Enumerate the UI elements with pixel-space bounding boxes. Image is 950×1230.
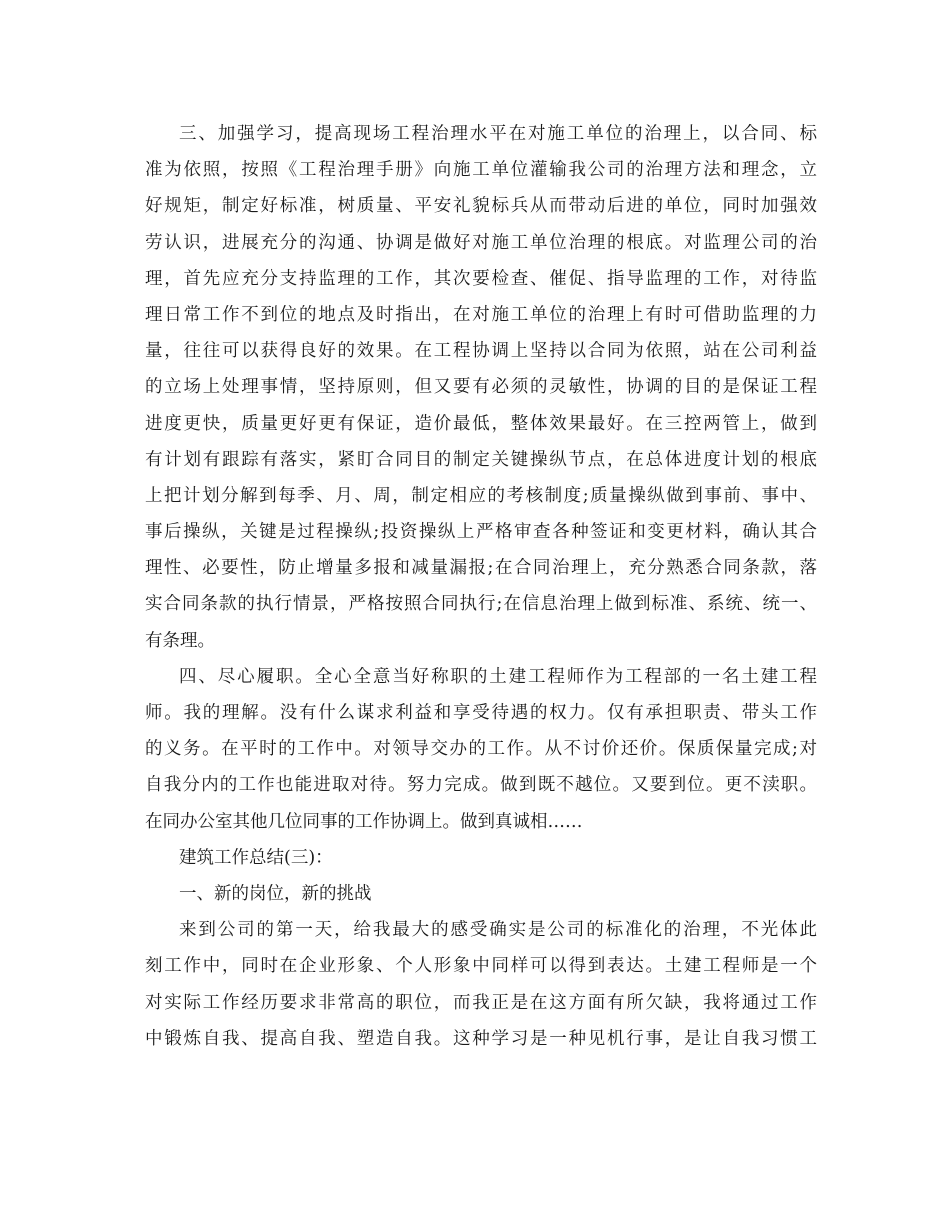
text-line: 理日常工作不到位的地点及时指出，在对施工单位的治理上有时可借助监理的力	[145, 304, 817, 325]
text-line: 刻工作中，同时在企业形象、个人形象中同样可以得到表达。土建工程师是一个	[145, 956, 817, 977]
paragraph-strengthen-learning	[145, 116, 817, 659]
text-line: 自我分内的工作也能进取对待。努力完成。做到既不越位。又要到位。更不渎职。	[145, 775, 817, 796]
text-line: 来到公司的第一天，给我最大的感受确实是公司的标准化的治理，不光体此	[179, 920, 817, 941]
text-line: 量，往往可以获得良好的效果。在工程协调上坚持以合同为依照，站在公司利益	[145, 341, 817, 362]
text-line: 劳认识，进展充分的沟通、协调是做好对施工单位治理的根底。对监理公司的治	[145, 232, 817, 253]
text-line: 理，首先应充分支持监理的工作，其次要检查、催促、指导监理的工作，对待监	[145, 268, 817, 289]
body-text	[145, 116, 817, 1057]
text-line: 的立场上处理事情，坚持原则，但又要有必须的灵敏性，协调的目的是保证工程	[145, 377, 817, 398]
text-line: 的义务。在平时的工作中。对领导交办的工作。从不讨价还价。保质保量完成;对	[145, 739, 817, 760]
text-line: 师。我的理解。没有什么谋求利益和享受待遇的权力。仅有承担职责、带头工作	[145, 703, 817, 723]
text-line: 实合同条款的执行情景，严格按照合同执行;在信息治理上做到标准、系统、统一、	[145, 594, 817, 615]
text-line: 对实际工作经历要求非常高的职位，而我正是在这方面有所欠缺，我将通过工作	[145, 992, 817, 1013]
text-line: 事后操纵，关键是过程操纵;投资操纵上严格审查各种签证和变更材料，确认其合	[145, 522, 817, 543]
text-line: 准为依照，按照《工程治理手册》向施工单位灌输我公司的治理方法和理念，立	[145, 160, 817, 181]
text-line: 有条理。	[145, 630, 215, 651]
text-line: 理性、必要性，防止增量多报和减量漏报;在合同治理上，充分熟悉合同条款，落	[145, 558, 817, 579]
text-line: 建筑工作总结(三)：	[179, 847, 333, 868]
text-line: 在同办公室其他几位同事的工作协调上。做到真诚相……	[145, 811, 583, 832]
text-line: 一、新的岗位，新的挑战	[179, 883, 372, 904]
paragraph-dedicated-duty	[145, 659, 817, 840]
paragraph-new-position	[145, 912, 817, 1057]
section-heading	[145, 840, 817, 876]
text-line: 有计划有跟踪有落实，紧盯合同目的制定关键操纵节点，在总体进度计划的根底	[145, 449, 817, 470]
text-line: 好规矩，制定好标准，树质量、平安礼貌标兵从而带动后进的单位，同时加强效	[145, 196, 817, 217]
text-line: 进度更快，质量更好更有保证，造价最低，整体效果最好。在三控两管上，做到	[145, 413, 817, 434]
text-line: 中锻炼自我、提高自我、塑造自我。这种学习是一种见机行事，是让自我习惯工	[145, 1028, 817, 1049]
text-line: 四、尽心履职。全心全意当好称职的土建工程师作为工程部的一名土建工程	[179, 666, 817, 687]
text-line: 三、加强学习，提高现场工程治理水平在对施工单位的治理上，以合同、标	[179, 124, 817, 144]
text-line: 上把计划分解到每季、月、周，制定相应的考核制度;质量操纵做到事前、事中、	[145, 485, 817, 506]
sub-heading	[145, 876, 817, 912]
